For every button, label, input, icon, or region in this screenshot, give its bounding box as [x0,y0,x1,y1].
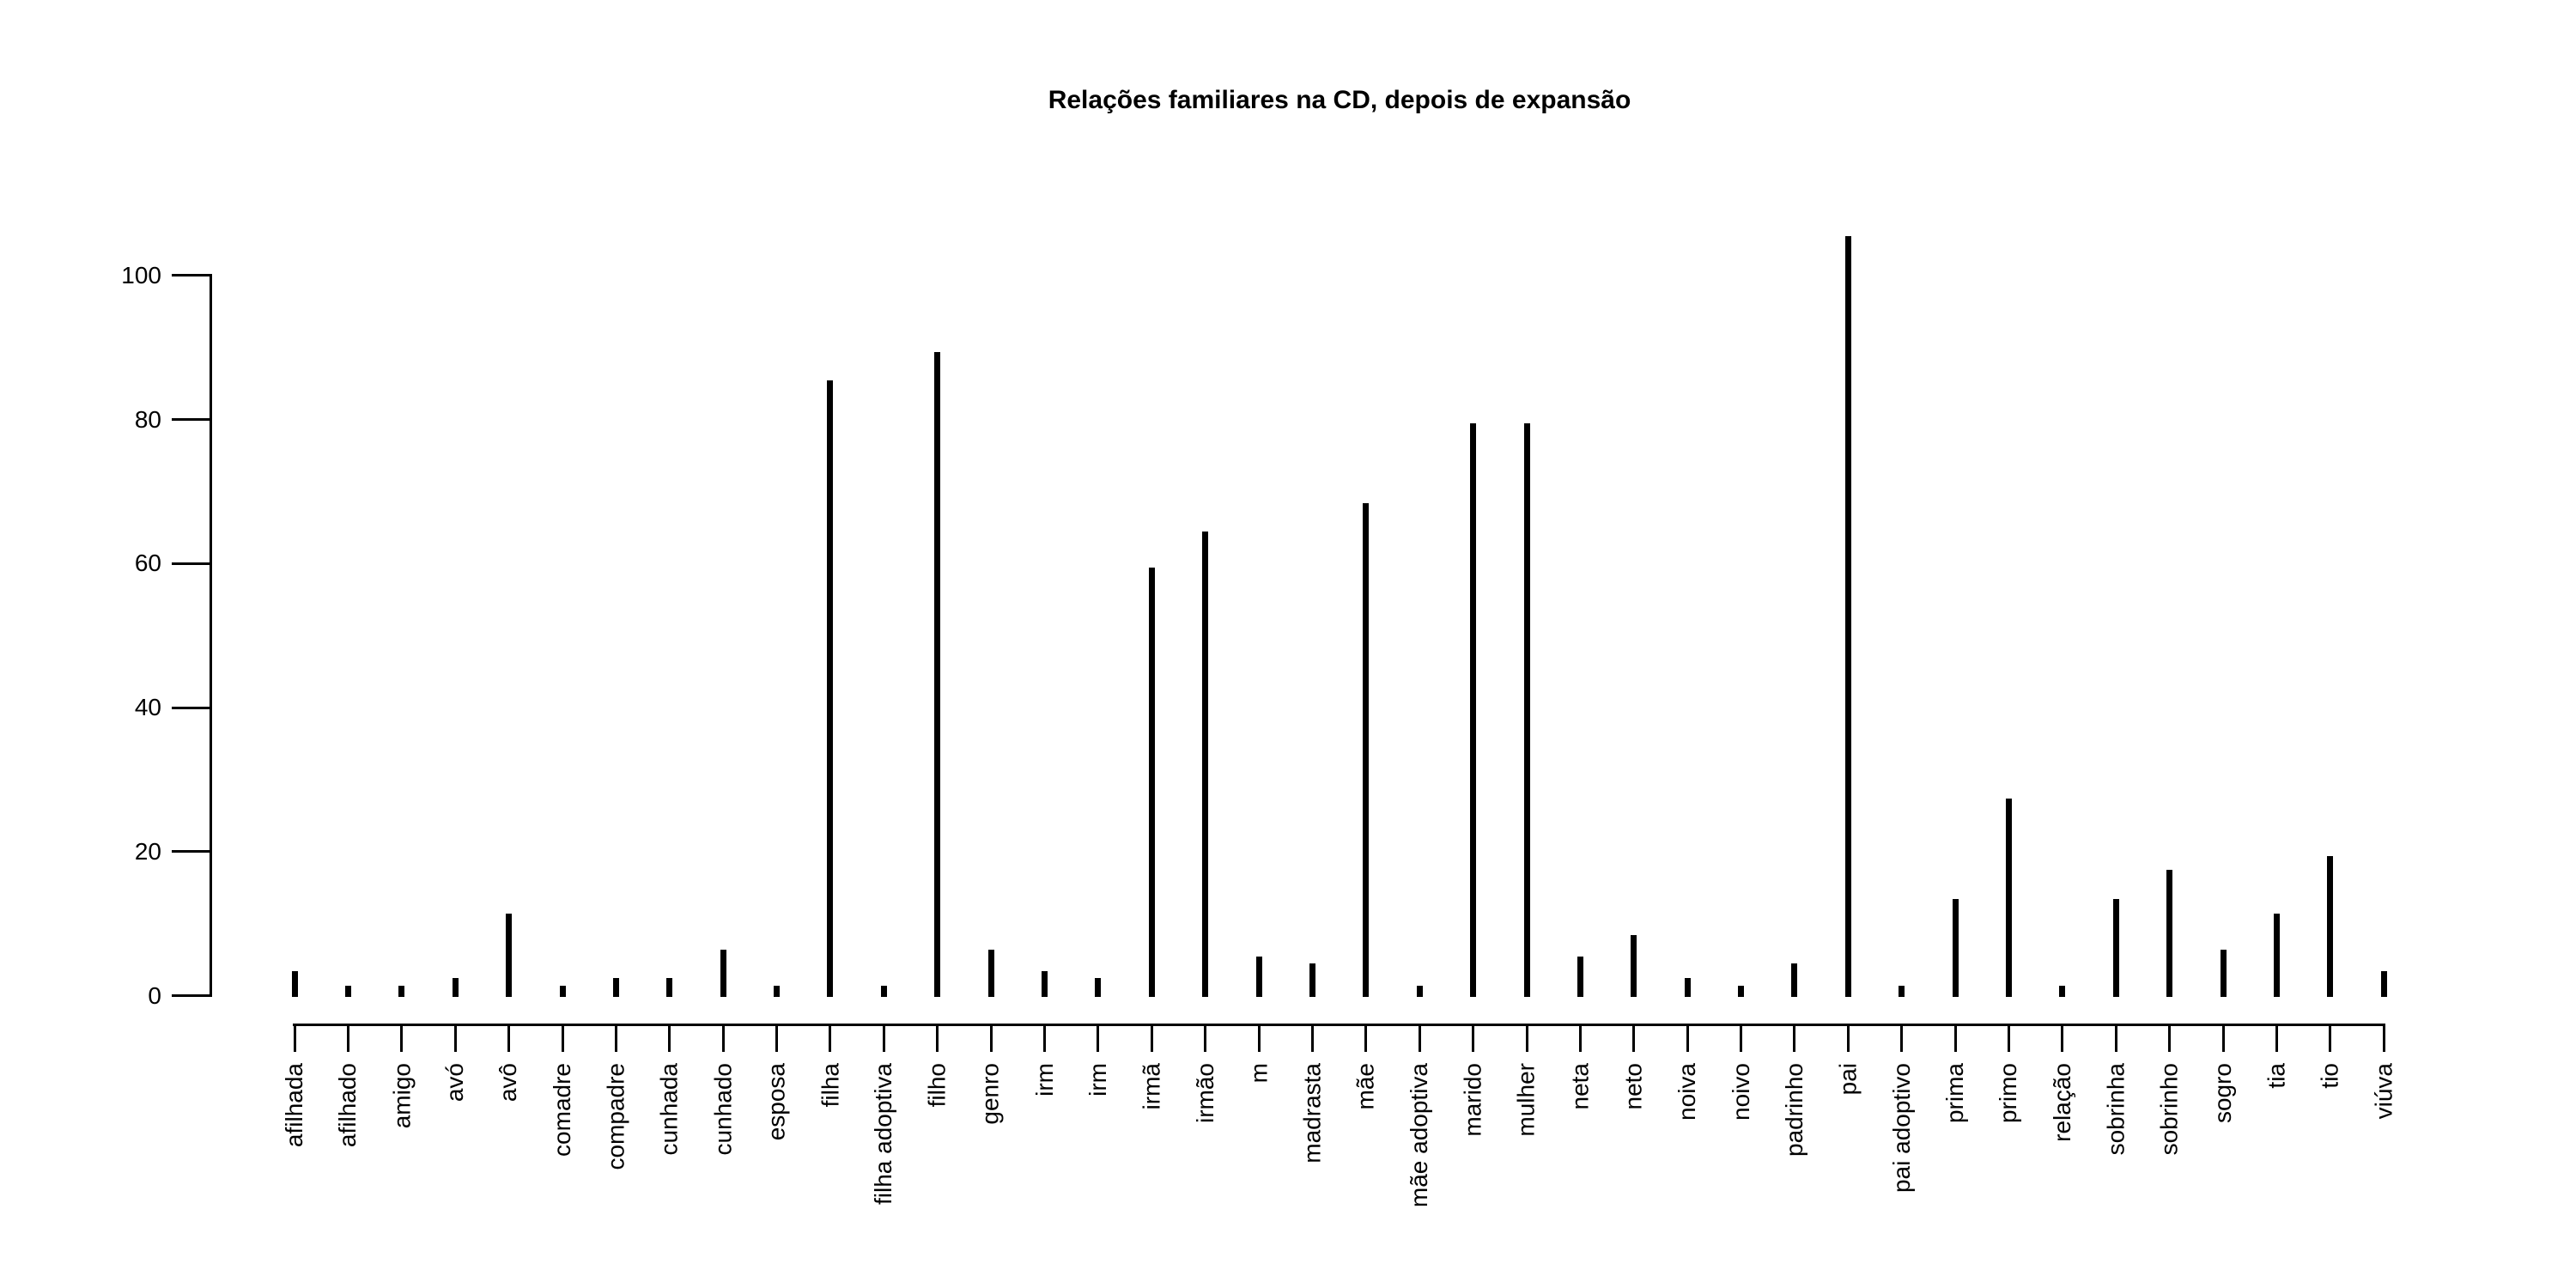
x-axis-tick [294,1024,296,1052]
bar [881,986,887,997]
x-tick-label: noivo [1727,1063,1754,1121]
x-tick-label: filho [923,1063,951,1108]
x-tick-label: irmã [1138,1063,1165,1110]
bar [827,380,833,997]
x-tick-label: viúva [2370,1063,2397,1120]
bar [1363,503,1369,997]
x-tick-label: avô [495,1063,522,1103]
x-tick-label: primo [1995,1063,2022,1124]
y-axis-tick [172,562,210,565]
bar [1470,423,1476,997]
x-axis-tick [1043,1024,1046,1052]
x-tick-label: irm [1030,1063,1058,1097]
bar [506,914,512,997]
x-axis-tick [1740,1024,1742,1052]
x-tick-label: irmão [1191,1063,1218,1124]
bar [1791,963,1797,997]
x-tick-label: filha [816,1063,843,1108]
x-tick-label: pai [1834,1063,1862,1096]
bar [2166,870,2172,997]
bar [2381,971,2387,997]
x-axis-tick [2061,1024,2063,1052]
x-axis-tick [2008,1024,2010,1052]
x-axis-tick [936,1024,939,1052]
x-tick-label: afilhado [334,1063,361,1148]
x-axis-tick [454,1024,457,1052]
x-axis-tick [1632,1024,1635,1052]
x-axis-tick [347,1024,349,1052]
bar [1685,978,1691,997]
bar [1149,568,1155,997]
bar [1524,423,1530,997]
bar [292,971,298,997]
x-axis-tick [1900,1024,1903,1052]
x-tick-label: marido [1459,1063,1486,1137]
bar [666,978,672,997]
x-axis-tick [829,1024,831,1052]
bar [934,352,940,998]
x-tick-label: esposa [762,1063,790,1141]
bar [2006,799,2012,998]
bar [1577,957,1583,997]
x-tick-label: mulher [1513,1063,1540,1137]
x-axis-tick [1847,1024,1850,1052]
x-tick-label: sobrinha [2102,1063,2129,1156]
x-axis-tick [775,1024,778,1052]
x-tick-label: m [1245,1063,1272,1084]
x-tick-label: filha adoptiva [870,1063,897,1206]
y-axis-tick [172,994,210,997]
y-tick-label: 20 [134,837,161,865]
x-tick-label: sogro [2209,1063,2236,1124]
x-axis-tick [400,1024,403,1052]
x-axis-tick [2383,1024,2385,1052]
y-tick-label: 40 [134,694,161,720]
y-axis-tick [172,418,210,421]
bar [1738,986,1744,997]
bar [453,978,459,997]
y-axis-tick [172,850,210,853]
x-axis-tick [668,1024,671,1052]
x-axis-tick [1419,1024,1421,1052]
bar [988,950,994,997]
x-tick-label: relação [2048,1063,2075,1142]
x-axis-tick [615,1024,617,1052]
x-tick-label: tio [2316,1063,2343,1089]
x-axis-tick [507,1024,510,1052]
bar [398,986,404,997]
x-axis-tick [2168,1024,2171,1052]
x-axis-tick [1258,1024,1261,1052]
bar [1899,986,1905,997]
chart-title: Relações familiares na CD, depois de expansão [1048,86,1631,114]
bar [1202,532,1208,997]
bar [720,950,726,997]
y-tick-label: 60 [134,550,161,577]
y-axis-tick [172,274,210,276]
x-axis-tick [1793,1024,1795,1052]
x-axis-tick [883,1024,885,1052]
bar [1631,935,1637,997]
x-tick-label: cunhada [655,1063,683,1156]
bar [2113,899,2119,997]
x-axis-tick [1204,1024,1206,1052]
x-axis-tick [1579,1024,1582,1052]
bar [1256,957,1262,997]
x-tick-label: sobrinho [2155,1063,2183,1156]
bar [1042,971,1048,997]
bar [1953,899,1959,997]
bar [774,986,780,997]
bar [560,986,566,997]
x-axis-tick [2275,1024,2278,1052]
x-tick-label: prima [1941,1063,1969,1124]
x-tick-label: noiva [1674,1063,1701,1121]
x-tick-label: compadre [602,1063,629,1170]
bar [2327,856,2333,997]
x-axis-tick [722,1024,725,1052]
x-tick-label: afilhada [281,1063,307,1148]
x-axis-tick [1364,1024,1367,1052]
x-axis-tick [1151,1024,1153,1052]
x-axis-tick [2329,1024,2331,1052]
bar [2221,950,2227,997]
y-tick-label: 80 [134,405,161,433]
x-tick-label: amigo [387,1063,415,1129]
x-axis-tick [1472,1024,1474,1052]
x-axis-tick [1526,1024,1528,1052]
x-tick-label: madrasta [1298,1063,1326,1163]
bar [1845,236,1851,997]
x-tick-label: avó [441,1063,469,1103]
bar [345,986,351,997]
x-tick-label: mãe [1352,1063,1379,1110]
x-axis-tick [990,1024,993,1052]
x-axis-line [293,1024,2385,1026]
y-axis-line [210,274,212,997]
x-tick-label: neta [1566,1063,1594,1110]
x-tick-label: genro [977,1063,1005,1125]
x-axis-tick [562,1024,564,1052]
x-tick-label: mãe adoptiva [1406,1063,1433,1208]
y-tick-label: 100 [121,261,161,289]
bar [1417,986,1423,997]
x-tick-label: tia [2263,1063,2290,1089]
bar [2059,986,2065,997]
x-axis-tick [2222,1024,2225,1052]
x-tick-label: neto [1619,1063,1647,1110]
x-tick-label: cunhado [709,1063,737,1156]
bar [1095,978,1101,997]
bar [613,978,619,997]
x-axis-tick [1954,1024,1957,1052]
y-tick-label: 0 [148,981,161,1009]
x-tick-label: irm [1084,1063,1111,1097]
x-axis-tick [1686,1024,1689,1052]
x-tick-label: comadre [548,1063,575,1157]
bar [1309,963,1315,997]
y-axis-tick [172,707,210,709]
x-axis-tick [2115,1024,2117,1052]
x-tick-label: pai adoptivo [1887,1063,1915,1194]
x-axis-tick [1311,1024,1314,1052]
x-axis-tick [1097,1024,1099,1052]
bar [2274,914,2280,997]
x-tick-label: padrinho [1780,1063,1807,1157]
